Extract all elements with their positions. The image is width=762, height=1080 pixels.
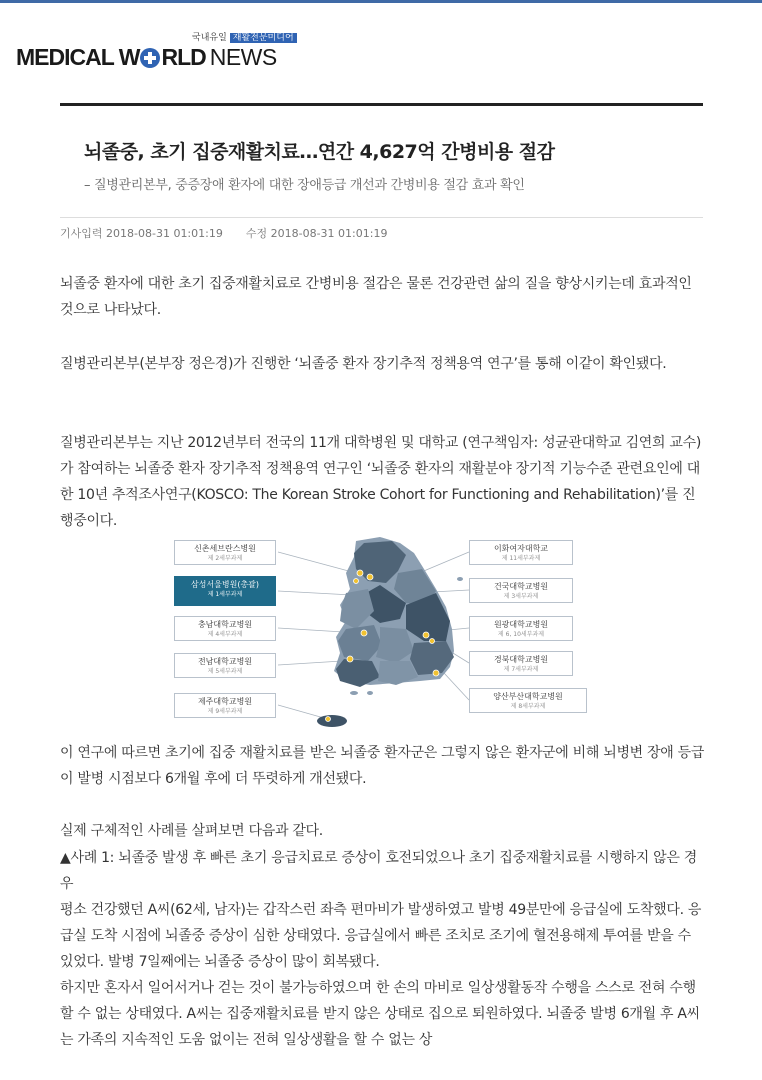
hospital-name: 경북대학교병원 <box>493 655 549 664</box>
hospital-box-kyungpook <box>469 651 573 676</box>
hospital-box-samsung-seoul-lead <box>174 576 276 606</box>
header-divider <box>60 103 703 106</box>
hospital-subtask: 제 4세부과제 <box>207 631 243 638</box>
paragraph-5: 실제 구체적인 사례를 살펴보면 다음과 같다. <box>60 823 323 839</box>
article-subhead: – 질병관리본부, 중증장애 환자에 대한 장애등급 개선과 간병비용 절감 효과 확인 <box>84 178 525 193</box>
hospital-box-ewha <box>469 540 573 565</box>
published-date: 2018-08-31 01:01:19 <box>106 227 223 240</box>
modified-label: 수정 <box>245 227 268 240</box>
hospital-name: 원광대학교병원 <box>493 620 549 629</box>
medical-cross-icon <box>140 48 160 68</box>
hospital-name: 제주대학교병원 <box>197 697 253 706</box>
logo-brand-news: NEWS <box>209 44 277 70</box>
hospital-name: 삼성서울병원(총괄) <box>190 580 260 589</box>
top-border <box>0 0 762 3</box>
hospital-name: 신촌세브란스병원 <box>194 544 256 553</box>
paragraph-2: 질병관리본부(본부장 정은경)가 진행한 ‘뇌졸중 환자 장기추적 정책용역 연구’를 통해 이같이 확인됐다. <box>60 356 667 372</box>
site-logo[interactable] <box>16 30 294 74</box>
paragraph-case-1-a: 평소 건강했던 A씨(62세, 남자)는 갑작스런 좌측 편마비가 발생하였고 발병 49분만에 응급실에 도착했다. 응급실 도착 시점에 뇌졸중 증상이 심한 상태였다. 응급실에서 빠른 조치로 조기에 혈전용해제 투여를 받을 수 있었다. 발병 7일째에는 뇌졸중 증상이 많이 회복됐다. <box>60 902 702 970</box>
hospital-subtask: 제 2세부과제 <box>207 555 243 562</box>
hospital-subtask: 제 8세부과제 <box>510 703 546 710</box>
hospital-box-chungnam <box>174 616 276 641</box>
hospital-box-chonnam <box>174 653 276 678</box>
case-1-heading: ▲사례 1: 뇌졸중 발생 후 빠른 초기 응급치료로 증상이 호전되었으나 초기 집중재활치료를 시행하지 않은 경우 <box>60 850 697 892</box>
hospital-box-sinchon-severance <box>174 540 276 565</box>
article-headline: 뇌졸중, 초기 집중재활치료…연간 4,627억 간병비용 절감 <box>84 141 555 163</box>
hospital-name: 전남대학교병원 <box>197 657 253 666</box>
hospital-subtask: 제 6, 10세부과제 <box>497 631 545 638</box>
hospital-name: 충남대학교병원 <box>197 620 253 629</box>
hospital-name: 건국대학교병원 <box>493 582 549 591</box>
paragraph-3: 질병관리본부는 지난 2012년부터 전국의 11개 대학병원 및 대학교 (연구책임자: 성균관대학교 김연희 교수)가 참여하는 뇌졸중 환자 장기추적 정책용역 연구인 ‘뇌졸중 환자의 재활분야 장기적 기능수준 관련요인에 대한 10년 추적조사연구(KOSCO: The Korean Stroke Cohort for Functioning and Rehabilitation)’를 진행중이다. <box>60 435 701 529</box>
paragraph-case-1-b: 하지만 혼자서 일어서거나 걷는 것이 불가능하였으며 한 손의 마비로 일상생활동작 수행을 스스로 전혀 수행할 수 없는 상태였다. A씨는 집중재활치료를 받지 않은 상태로 집으로 퇴원하였다. 뇌졸중 발병 6개월 후 A씨는 가족의 지속적인 도움 없이는 전혀 일상생활을 할 수 없는 상 <box>60 980 700 1048</box>
published-label: 기사입력 <box>60 227 103 240</box>
logo-tag-box: 재활전문미디어 <box>230 33 297 43</box>
hospital-subtask: 제 3세부과제 <box>503 593 539 600</box>
hospital-subtask: 제 1세부과제 <box>207 591 243 598</box>
kosco-hospital-map-figure <box>174 533 590 738</box>
logo-tag-plain: 국내유일 <box>192 33 227 43</box>
hospital-name: 이화여자대학교 <box>493 544 549 553</box>
hospital-subtask: 제 11세부과제 <box>501 555 541 562</box>
logo-wordmark <box>16 43 277 75</box>
hospital-box-wonkwang <box>469 616 573 641</box>
paragraph-1: 뇌졸중 환자에 대한 초기 집중재활치료로 간병비용 절감은 물론 건강관련 삶의 질을 향상시키는데 효과적인 것으로 나타났다. <box>60 276 692 318</box>
logo-brand-part1: MEDICAL W <box>16 44 140 70</box>
logo-brand-part2: RLD <box>161 44 206 70</box>
hospital-name: 양산부산대학교병원 <box>493 692 563 701</box>
hospital-subtask: 제 7세부과제 <box>503 666 539 673</box>
hospital-box-yangsan-pusan <box>469 688 587 713</box>
hospital-box-jeju <box>174 693 276 718</box>
article-meta <box>60 225 387 241</box>
paragraph-4: 이 연구에 따르면 초기에 집중 재활치료를 받은 뇌졸중 환자군은 그렇지 않은 환자군에 비해 뇌병변 장애 등급이 발병 시점보다 6개월 후에 더 뚜렷하게 개선됐다. <box>60 745 705 787</box>
hospital-box-konkuk <box>469 578 573 603</box>
meta-divider <box>60 217 703 218</box>
hospital-subtask: 제 9세부과제 <box>207 708 243 715</box>
hospital-subtask: 제 5세부과제 <box>207 668 243 675</box>
modified-date: 2018-08-31 01:01:19 <box>270 227 388 240</box>
logo-tagline <box>192 30 297 43</box>
